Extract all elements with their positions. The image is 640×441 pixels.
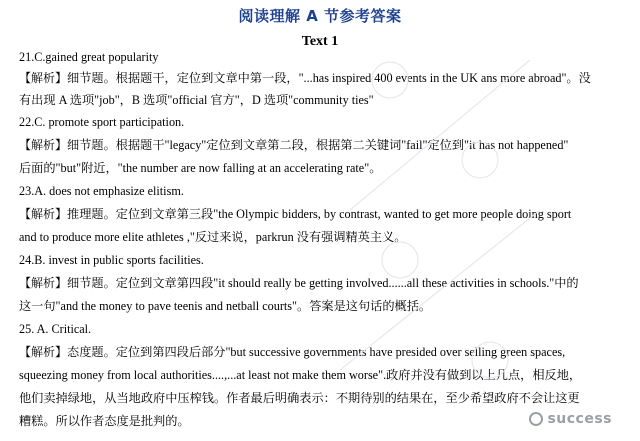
answer-line: 22.C. promote sport participation. — [19, 115, 185, 129]
analysis-tag: 【解析】 — [19, 207, 68, 221]
answer-line: 21.C.gained great popularity — [19, 50, 159, 64]
text-line: 糟糕。所以作者态度是批判的。 — [19, 414, 190, 428]
analysis-tag: 【解析】 — [19, 138, 68, 152]
section-subtitle: Text 1 — [301, 34, 339, 49]
answer-line: 24.B. invest in public sports facilities. — [19, 253, 204, 267]
logo-text: success — [547, 411, 612, 427]
success-logo-icon — [529, 412, 543, 426]
analysis-tag: 【解析】 — [19, 276, 68, 290]
answer-line: 23.A. does not emphasize elitism. — [19, 184, 184, 198]
analysis-line: 【解析】态度题。定位到第四段后部分"but successive governments have presided over selling green spaces, — [19, 345, 566, 359]
text-line: 这一句"and the money to pave teenis and netball courts"。答案是这句话的概括。 — [19, 299, 432, 313]
analysis-line: 【解析】细节题。定位到文章第四段"it should really be getting involved......all these activities in schools."中的 — [19, 276, 579, 290]
analysis-line: 【解析】推理题。定位到文章第三段"the Olympic bidders, by contrast, wanted to get more people doing sport — [19, 207, 572, 221]
page-title: 阅读理解 A 节参考答案 — [238, 7, 402, 25]
text-line: 他们卖掉绿地，从当地政府中压榨钱。作者最后明确表示：不期待别的结果在，至少希望政府不会让这更 — [19, 391, 580, 405]
text-line: and to produce more elite athletes ,"反过来说，parkrun 没有强调精英主义。 — [19, 230, 407, 244]
answer-line: 25. A. Critical. — [19, 322, 92, 336]
text-line: 有出现 A 选项"job"，B 选项"official 官方"，D 选项"community ties" — [19, 93, 374, 107]
analysis-line: 【解析】细节题。根据题干，定位到文章中第一段，"...has inspired 400 events in the UK ans more abroad"。没 — [19, 71, 591, 85]
brand-logo — [529, 411, 612, 427]
analysis-tag: 【解析】 — [19, 71, 68, 85]
analysis-tag: 【解析】 — [19, 345, 68, 359]
analysis-line: 【解析】细节题。根据题干"legacy"定位到文章第二段，根据第二关键词"fail"定位到"it has not happened" — [19, 138, 569, 152]
text-line: squeezing money from local authorities....,...at least not make them worse".政府并没有做到以上几点，相反地， — [19, 368, 582, 382]
text-line: 后面的"but"附近，"the number are now falling at an accelerating rate"。 — [19, 161, 382, 175]
